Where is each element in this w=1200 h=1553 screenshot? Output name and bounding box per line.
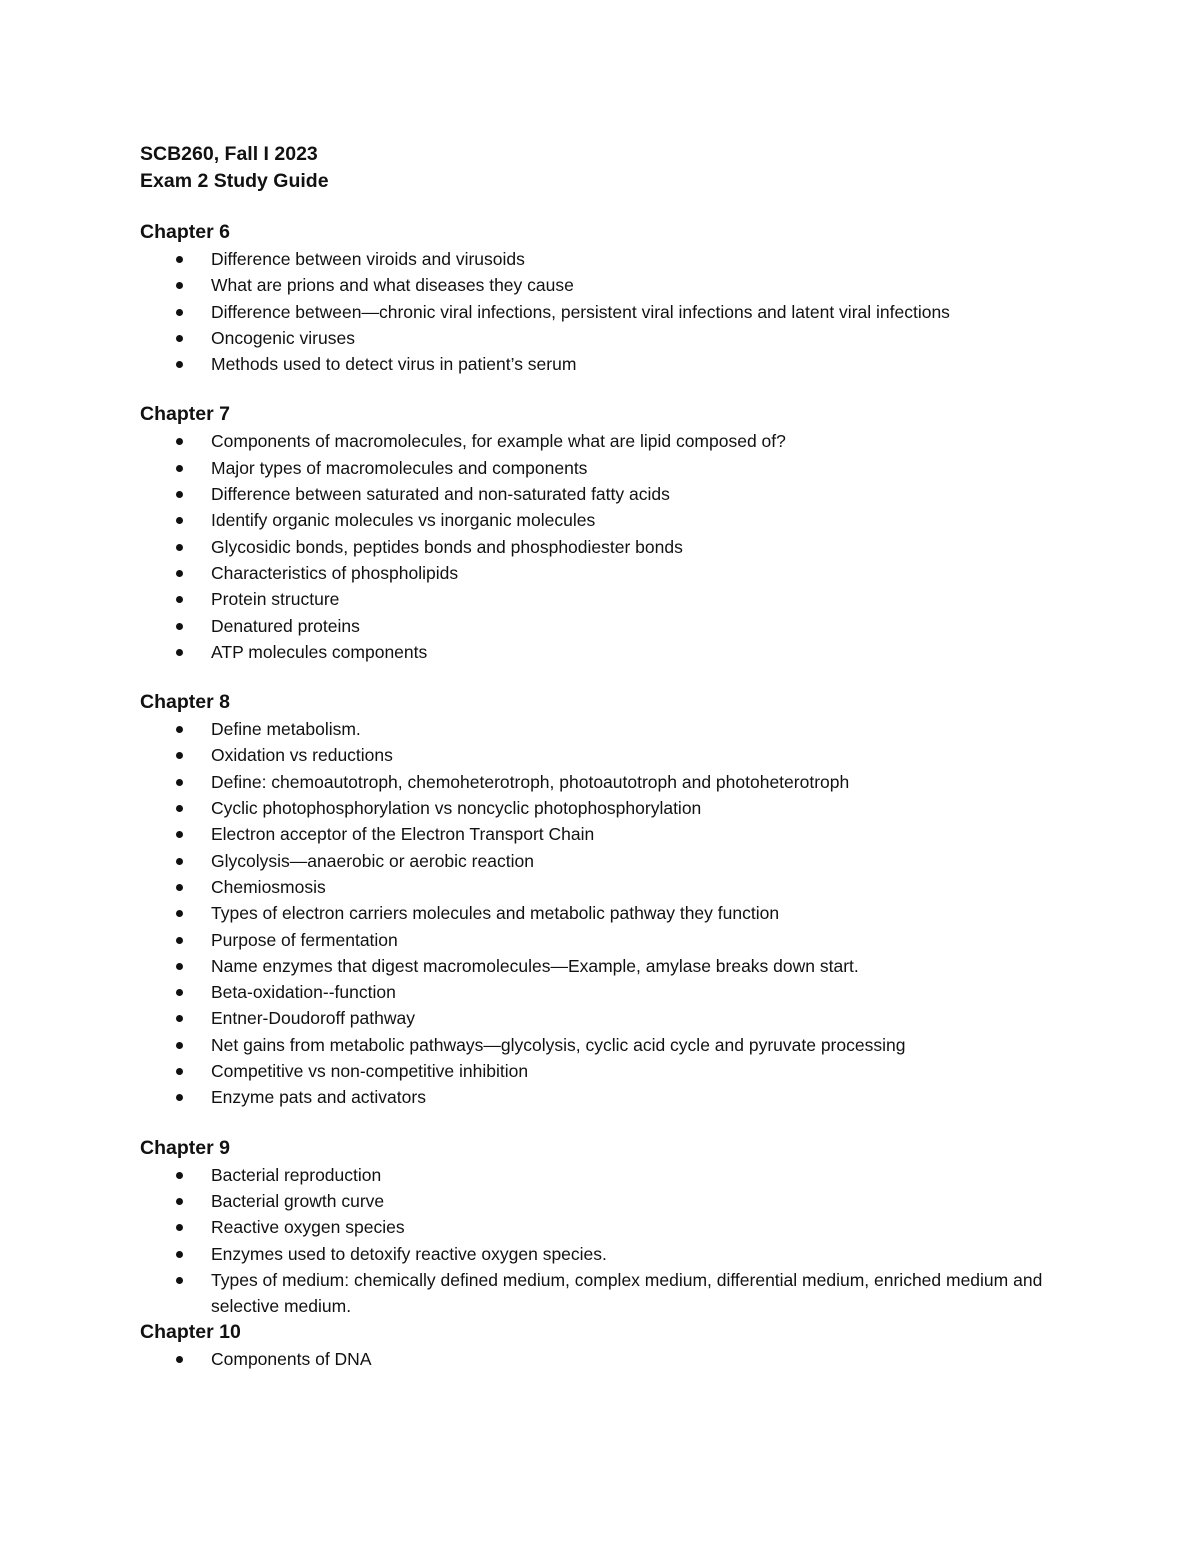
list-item-text: Enzyme pats and activators xyxy=(211,1087,426,1108)
bullet-icon xyxy=(176,309,183,316)
bullet-icon xyxy=(176,752,183,759)
bullet-icon xyxy=(176,779,183,786)
list-item-text: Reactive oxygen species xyxy=(211,1217,405,1238)
bullet-icon xyxy=(176,465,183,472)
list-item xyxy=(140,1084,1070,1110)
list-item-text: Difference between viroids and virusoids xyxy=(211,249,525,269)
list-item-text: Bacterial growth curve xyxy=(211,1190,385,1211)
list-item xyxy=(140,1188,1070,1214)
list-item-text: ATP molecules components xyxy=(211,641,428,662)
bullet-icon xyxy=(176,1094,183,1101)
list-item-text: Name enzymes that digest macromolecules—Example, amylase breaks down start. xyxy=(211,955,859,976)
bullet-icon xyxy=(176,1015,183,1022)
list-item-text: Define: chemoautotroph, chemoheterotroph, photoautotroph and photoheterotroph xyxy=(211,771,850,792)
bullet-icon xyxy=(176,623,183,630)
list-item-text: Difference between saturated and non-saturated fatty acids xyxy=(211,484,670,505)
list-item-text: Components of DNA xyxy=(211,1349,372,1370)
list-item-text: What are prions and what diseases they cause xyxy=(211,275,574,296)
list-item-text: Major types of macromolecules and components xyxy=(211,457,588,478)
bullet-icon xyxy=(176,544,183,551)
chapter-7-section xyxy=(140,401,1070,665)
bullet-icon xyxy=(176,1068,183,1075)
list-item xyxy=(140,848,1070,874)
chapter-10-section xyxy=(140,1319,1070,1372)
list-item-text: Entner-Doudoroff pathway xyxy=(211,1008,415,1029)
chapter-8-section xyxy=(140,689,1070,1110)
list-item xyxy=(140,979,1070,1005)
list-item-text: Components of macromolecules, for example what are lipid composed of? xyxy=(211,431,786,452)
list-item xyxy=(140,900,1070,926)
list-item xyxy=(140,1214,1070,1240)
chapter-heading: Chapter 10 xyxy=(140,1321,241,1344)
list-item xyxy=(140,1032,1070,1058)
list-item xyxy=(140,1058,1070,1084)
chapter-6-list xyxy=(140,246,1070,377)
list-item xyxy=(140,927,1070,953)
list-item xyxy=(140,613,1070,639)
bullet-icon xyxy=(176,989,183,996)
bullet-icon xyxy=(176,1172,183,1179)
list-item xyxy=(140,1241,1070,1267)
document-title: Exam 2 Study Guide xyxy=(140,170,329,192)
list-item-text: Electron acceptor of the Electron Transport Chain xyxy=(211,824,595,845)
bullet-icon xyxy=(176,963,183,970)
chapter-10-list xyxy=(140,1346,1070,1372)
bullet-icon xyxy=(176,491,183,498)
list-item-text: Enzymes used to detoxify reactive oxygen species. xyxy=(211,1243,607,1264)
list-item xyxy=(140,586,1070,612)
bullet-icon xyxy=(176,858,183,865)
bullet-icon xyxy=(176,282,183,289)
list-item-text: Glycolysis—anaerobic or aerobic reaction xyxy=(211,850,534,871)
list-item xyxy=(140,742,1070,768)
bullet-icon xyxy=(176,831,183,838)
bullet-icon xyxy=(176,1356,183,1363)
list-item xyxy=(140,272,1070,298)
list-item xyxy=(140,1162,1070,1188)
list-item-text: Glycosidic bonds, peptides bonds and phosphodiester bonds xyxy=(211,536,683,557)
bullet-icon xyxy=(176,805,183,812)
bullet-icon xyxy=(176,438,183,445)
bullet-icon xyxy=(176,570,183,577)
list-item-text: Identify organic molecules vs inorganic molecules xyxy=(211,510,596,531)
list-item-text: Competitive vs non-competitive inhibition xyxy=(211,1061,529,1082)
bullet-icon xyxy=(176,335,183,342)
list-item-text: Difference between—chronic viral infections, persistent viral infections and latent viral infections xyxy=(211,301,950,322)
bullet-icon xyxy=(176,1277,183,1284)
list-item-text: Oxidation vs reductions xyxy=(211,745,393,766)
list-item xyxy=(140,351,1070,377)
list-item-text: Characteristics of phospholipids xyxy=(211,562,459,583)
list-item xyxy=(140,953,1070,979)
chapter-heading: Chapter 8 xyxy=(140,691,230,714)
bullet-icon xyxy=(176,1198,183,1205)
bullet-icon xyxy=(176,1224,183,1231)
list-item-text: Cyclic photophosphorylation vs noncyclic photophosphorylation xyxy=(211,798,702,819)
list-item-text: Bacterial reproduction xyxy=(211,1164,382,1185)
bullet-icon xyxy=(176,256,183,263)
bullet-icon xyxy=(176,1042,183,1049)
chapter-7-list xyxy=(140,428,1070,665)
chapter-6-section xyxy=(140,219,1070,377)
list-item xyxy=(140,455,1070,481)
list-item-text: Methods used to detect virus in patient’s serum xyxy=(211,354,577,375)
bullet-icon xyxy=(176,649,183,656)
list-item xyxy=(140,1267,1070,1320)
chapter-9-section xyxy=(140,1135,1070,1320)
bullet-icon xyxy=(176,517,183,524)
document-page xyxy=(140,141,1070,1373)
list-item xyxy=(140,507,1070,533)
list-item xyxy=(140,1005,1070,1031)
list-item-text: Protein structure xyxy=(211,589,340,610)
list-item-text: Types of electron carriers molecules and metabolic pathway they function xyxy=(211,903,780,924)
list-item-text: Purpose of fermentation xyxy=(211,929,398,950)
bullet-icon xyxy=(176,726,183,733)
list-item xyxy=(140,769,1070,795)
course-title: SCB260, Fall I 2023 xyxy=(140,143,318,165)
list-item xyxy=(140,246,1070,272)
list-item xyxy=(140,560,1070,586)
list-item-text: Oncogenic viruses xyxy=(211,327,355,348)
list-item-text: Chemiosmosis xyxy=(211,876,326,897)
bullet-icon xyxy=(176,596,183,603)
list-item-text: Types of medium: chemically defined medium, complex medium, differential medium, enriched medium and selective medium. xyxy=(211,1269,1043,1317)
bullet-icon xyxy=(176,937,183,944)
bullet-icon xyxy=(176,884,183,891)
list-item xyxy=(140,534,1070,560)
bullet-icon xyxy=(176,1251,183,1258)
list-item xyxy=(140,795,1070,821)
chapter-8-list xyxy=(140,716,1070,1110)
chapter-heading: Chapter 7 xyxy=(140,403,230,426)
list-item xyxy=(140,1346,1070,1372)
list-item xyxy=(140,299,1070,325)
list-item xyxy=(140,874,1070,900)
list-item xyxy=(140,428,1070,454)
chapter-heading: Chapter 6 xyxy=(140,221,230,243)
chapter-9-list xyxy=(140,1162,1070,1320)
list-item xyxy=(140,481,1070,507)
list-item xyxy=(140,716,1070,742)
list-item xyxy=(140,639,1070,665)
list-item xyxy=(140,325,1070,351)
bullet-icon xyxy=(176,361,183,368)
list-item-text: Net gains from metabolic pathways—glycolysis, cyclic acid cycle and pyruvate processing xyxy=(211,1034,906,1055)
list-item-text: Define metabolism. xyxy=(211,719,361,740)
bullet-icon xyxy=(176,910,183,917)
list-item-text: Denatured proteins xyxy=(211,615,360,636)
list-item xyxy=(140,821,1070,847)
list-item-text: Beta-oxidation--function xyxy=(211,982,396,1003)
chapter-heading: Chapter 9 xyxy=(140,1136,230,1159)
